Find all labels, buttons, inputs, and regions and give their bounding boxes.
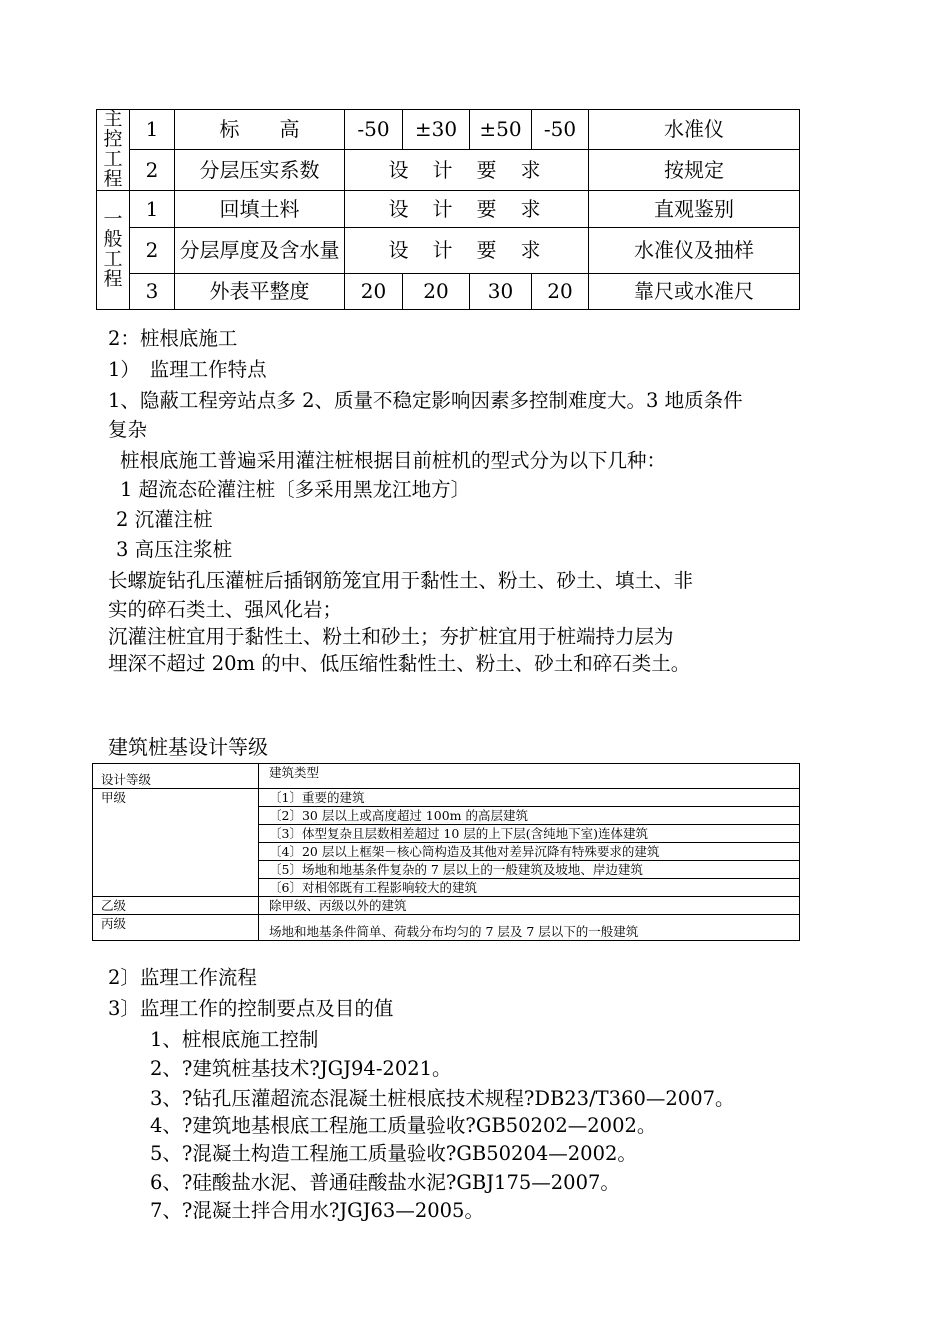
building-type: 〔6〕对相邻既有工程影响较大的建筑 xyxy=(259,879,800,897)
section-heading: 2：桩根底施工 xyxy=(108,327,238,350)
list-item: 1 超流态砼灌注桩〔多采用黑龙江地方〕 xyxy=(120,478,471,501)
row-number: 2 xyxy=(130,149,175,190)
paragraph: 长螺旋钻孔压灌桩后插钢筋笼宜用于黏性土、粉土、砂土、填土、非 xyxy=(108,569,694,592)
building-type: 〔4〕20 层以上框架－核心筒构造及其他对差异沉降有特殊要求的建筑 xyxy=(259,843,800,861)
paragraph: 桩根底施工普遍采用灌注桩根据目前桩机的型式分为以下几种： xyxy=(120,449,667,472)
value-cell: 20 xyxy=(403,273,470,309)
row-number: 1 xyxy=(130,190,175,227)
item-name: 标 高 xyxy=(175,110,345,150)
paragraph: 复杂 xyxy=(108,418,148,441)
item-name: 外表平整度 xyxy=(175,273,345,309)
value-cell: 20 xyxy=(532,273,589,309)
sub-heading: 1） 监理工作特点 xyxy=(108,358,267,381)
paragraph: 1、隐蔽工程旁站点多 2、质量不稳定影响因素多控制难度大。3 地质条件 xyxy=(108,389,743,412)
check-method: 水准仪及抽样 xyxy=(589,227,800,273)
header-grade: 设计等级 xyxy=(93,764,259,789)
table-row xyxy=(97,110,800,150)
value-cell: -50 xyxy=(532,110,589,150)
grade-jia: 甲级 xyxy=(93,789,259,897)
value-cell: ±50 xyxy=(470,110,532,150)
grade-bing: 丙级 xyxy=(93,915,259,941)
building-type: 场地和地基条件简单、荷载分布均匀的 7 层及 7 层以下的一般建筑 xyxy=(259,915,800,941)
header-type: 建筑类型 xyxy=(259,764,800,789)
value-cell: 30 xyxy=(470,273,532,309)
item-name: 分层厚度及含水量 xyxy=(175,227,345,273)
value-cell: ±30 xyxy=(403,110,470,150)
sub-heading: 3〕监理工作的控制要点及目的值 xyxy=(108,997,394,1020)
item-name: 分层压实系数 xyxy=(175,149,345,190)
design-requirement: 设计要求 xyxy=(345,227,589,273)
building-type: 〔3〕体型复杂且层数相差超过 10 层的上下层(含纯地下室)连体建筑 xyxy=(259,825,800,843)
check-method: 水准仪 xyxy=(589,110,800,150)
reference-item: 4、?建筑地基根底工程施工质量验收?GB50202—2002。 xyxy=(150,1114,657,1137)
value-cell: -50 xyxy=(345,110,403,150)
check-method: 直观鉴别 xyxy=(589,190,800,227)
category-cell: 一般工程 xyxy=(97,190,130,309)
check-method: 靠尺或水准尺 xyxy=(589,273,800,309)
table-header-row xyxy=(93,764,800,789)
table-row xyxy=(93,897,800,915)
design-requirement: 设计要求 xyxy=(345,190,589,227)
table-caption: 建筑桩基设计等级 xyxy=(108,735,268,759)
sub-heading: 2〕监理工作流程 xyxy=(108,966,257,989)
table-row xyxy=(97,273,800,309)
row-number: 1 xyxy=(130,110,175,150)
building-type: 〔5〕场地和地基条件复杂的 7 层以上的一般建筑及坡地、岸边建筑 xyxy=(259,861,800,879)
paragraph: 实的碎石类土、强风化岩； xyxy=(108,598,343,621)
pile-grade-table xyxy=(92,763,800,941)
reference-item: 7、?混凝土拌合用水?JGJ63—2005。 xyxy=(150,1199,484,1222)
reference-item: 6、?硅酸盐水泥、普通硅酸盐水泥?GBJ175—2007。 xyxy=(150,1171,620,1194)
table-row xyxy=(93,915,800,941)
building-type: 〔1〕重要的建筑 xyxy=(259,789,800,807)
row-number: 2 xyxy=(130,227,175,273)
reference-item: 2、?建筑桩基技术?JGJ94-2021。 xyxy=(150,1057,452,1080)
paragraph: 埋深不超过 20m 的中、低压缩性黏性土、粉土、砂土和碎石类土。 xyxy=(108,652,691,675)
reference-item: 1、桩根底施工控制 xyxy=(150,1028,319,1051)
item-name: 回填土料 xyxy=(175,190,345,227)
check-method: 按规定 xyxy=(589,149,800,190)
table-row xyxy=(93,789,800,807)
row-number: 3 xyxy=(130,273,175,309)
reference-item: 5、?混凝土构造工程施工质量验收?GB50204—2002。 xyxy=(150,1142,637,1165)
building-type: 〔2〕30 层以上或高度超过 100m 的高层建筑 xyxy=(259,807,800,825)
table-row xyxy=(97,190,800,227)
table-row xyxy=(97,149,800,190)
list-item: 3 高压注浆桩 xyxy=(116,538,233,561)
value-cell: 20 xyxy=(345,273,403,309)
grade-yi: 乙级 xyxy=(93,897,259,915)
acceptance-table xyxy=(96,109,800,310)
building-type: 除甲级、丙级以外的建筑 xyxy=(259,897,800,915)
list-item: 2 沉灌注桩 xyxy=(116,508,213,531)
design-requirement: 设计要求 xyxy=(345,149,589,190)
table-row xyxy=(97,227,800,273)
reference-item: 3、?钻孔压灌超流态混凝土桩根底技术规程?DB23/T360—2007。 xyxy=(150,1087,735,1110)
category-cell: 主控工程 xyxy=(97,110,130,191)
paragraph: 沉灌注桩宜用于黏性土、粉土和砂土；夯扩桩宜用于桩端持力层为 xyxy=(108,625,674,648)
